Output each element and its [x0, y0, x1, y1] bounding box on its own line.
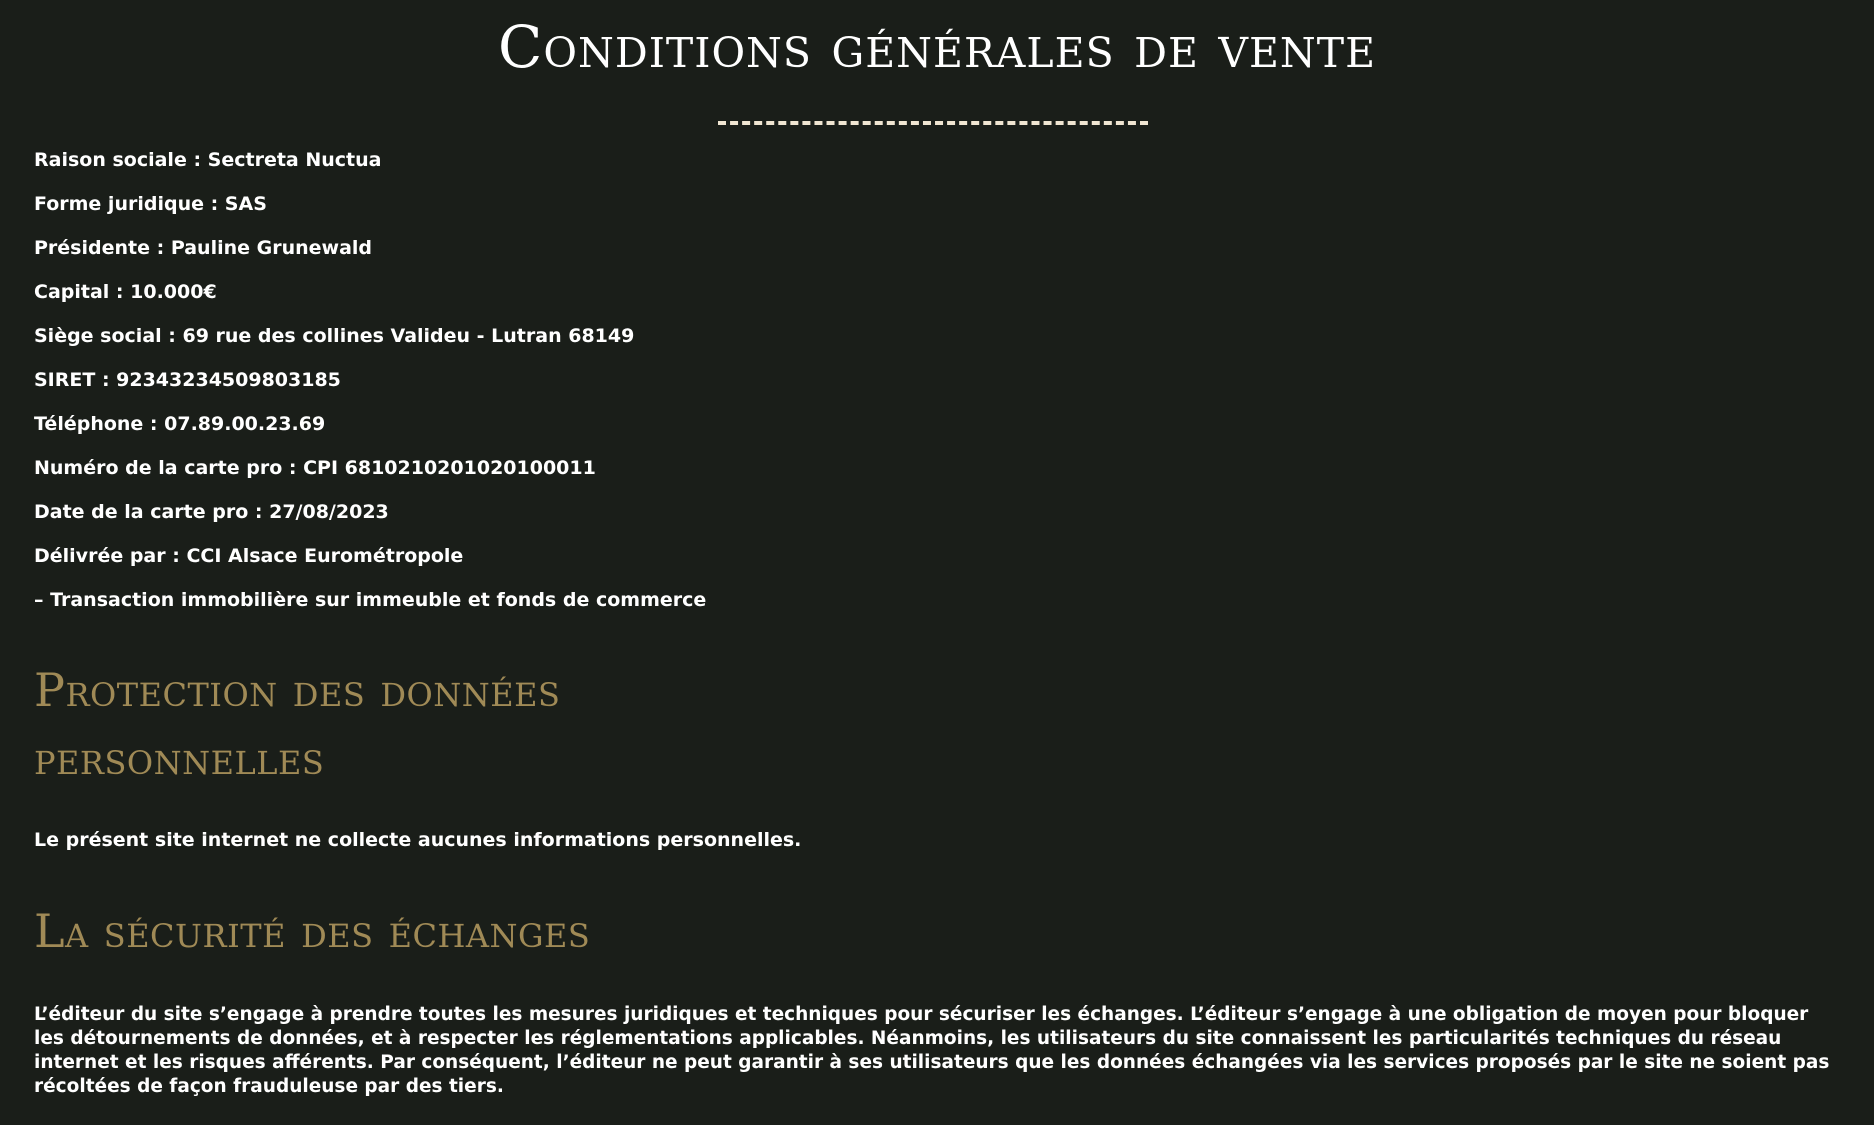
- company-info-list: [34, 144, 706, 628]
- info-telephone: Téléphone : 07.89.00.23.69: [34, 413, 326, 435]
- info-forme-juridique: Forme juridique : SAS: [34, 193, 267, 215]
- info-siege-social: Siège social : 69 rue des collines Valideu - Lutran 68149: [34, 325, 635, 347]
- info-presidente: Présidente : Pauline Grunewald: [34, 237, 373, 259]
- title-divider: [718, 121, 1148, 125]
- info-siret: SIRET : 92343234509803185: [34, 369, 341, 391]
- section-body-security: L’éditeur du site s’engage à prendre toutes les mesures juridiques et techniques pour sécuriser les échanges. L’éditeur s’engage à une obligation de moyen pour bloquer les détournements de données, et à respecter les réglementations applicables. Néanmoins, les utilisateurs du site connaissent les particularités techniques du réseau internet et les risques afférents. Par conséquent, l’éditeur ne peut garantir à ses utilisateurs que les données échangées via les services proposés par le site ne soient pas récoltées de façon frauduleuse par des tiers.: [34, 1004, 1830, 1097]
- info-carte-pro-numero: Numéro de la carte pro : CPI 6810210201020100011: [34, 457, 596, 479]
- info-activite: – Transaction immobilière sur immeuble et fonds de commerce: [34, 589, 707, 611]
- page-title: Conditions générales de vente: [497, 13, 1377, 81]
- info-raison-sociale: Raison sociale : Sectreta Nuctua: [34, 149, 382, 171]
- info-delivree-par: Délivrée par : CCI Alsace Eurométropole: [34, 545, 464, 567]
- info-capital: Capital : 10.000€: [34, 281, 217, 303]
- section-title-security: La sécurité des échanges: [34, 904, 591, 958]
- section-title-data-protection: Protection des données personnelles: [34, 663, 561, 785]
- section-body-data-protection: Le présent site internet ne collecte aucunes informations personnelles.: [34, 829, 802, 851]
- info-carte-pro-date: Date de la carte pro : 27/08/2023: [34, 501, 389, 523]
